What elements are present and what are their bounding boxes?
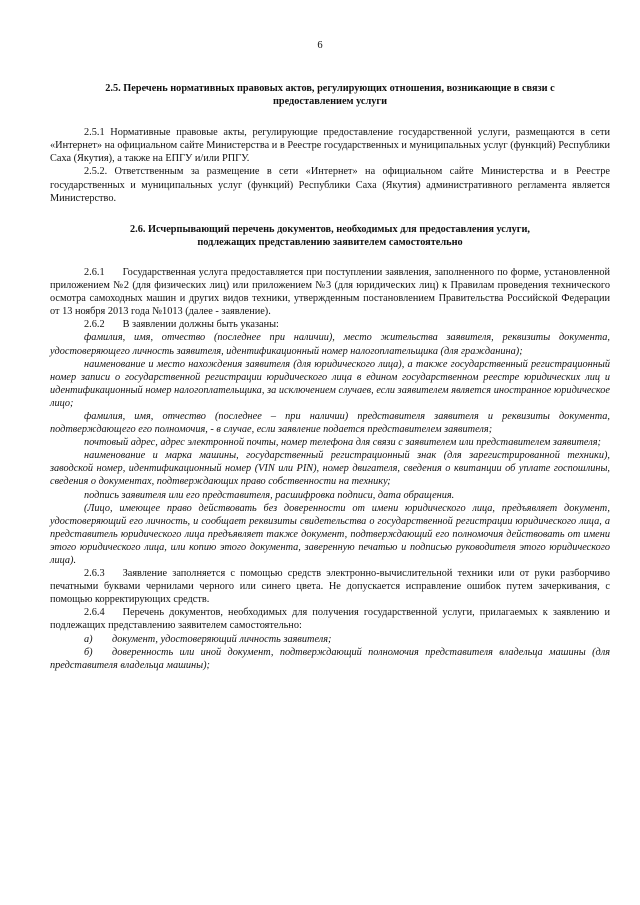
- paragraph-2-6-2-text: В заявлении должны быть указаны:: [122, 319, 279, 331]
- paragraph-2-6-2-number: 2.6.2: [84, 319, 105, 331]
- section-2-5-heading-line2: предоставлением услуги: [272, 96, 388, 108]
- list-item-b-text: доверенность или иной документ, подтверждающий полномочия представителя владельца машины (для представителя владельца машины);: [50, 646, 610, 671]
- requirement-item: фамилия, имя, отчество (последнее – при наличии) представителя заявителя и реквизиты документа, подтверждающего его полномочия, - в случае, если заявление подается представителем заявителя;: [50, 410, 610, 436]
- requirement-item-note: (Лицо, имеющее право действовать без доверенности от имени юридического лица, предъявляет документ, удостоверяющий его личность, и сообщает реквизиты свидетельства о государственной регистрации юридического лица, а представитель юридического лица предъявляет также документ, подтверждающий его полномочия действовать от имени этого юридического лица, или копию этого документа, заверенную печатью и подписью руководителя этого юридического лица).: [50, 502, 610, 566]
- requirement-item: подпись заявителя или его представителя, расшифровка подписи, дата обращения.: [84, 489, 455, 501]
- requirement-item: наименование и место нахождения заявителя (для юридического лица), а также государственный регистрационный номер записи о государственной регистрации юридического лица в едином государственном реестре юридических лиц и идентификационный номер налогоплательщика, за исключением случаев, если заявителем является иностранное юридическое лицо;: [50, 358, 610, 409]
- list-item-a-text: документ, удостоверяющий личность заявителя;: [112, 633, 332, 645]
- document-list-item-b: [50, 646, 610, 672]
- paragraph-2-6-2: [50, 318, 610, 331]
- paragraph-2-6-3-number: 2.6.3: [84, 568, 105, 580]
- requirement-item: фамилия, имя, отчество (последнее при наличии), место жительства заявителя, реквизиты документа, удостоверяющего личность заявителя, идентификационный номер налогоплательщика (для гражданина);: [50, 332, 610, 357]
- section-2-6-heading-line2: подлежащих представлению заявителем самостоятельно: [197, 236, 463, 248]
- requirement-item: наименование и марка машины, государственный регистрационный знак (для зарегистрированной техники), заводской номер, идентификационный номер (VIN или PIN), номер двигателя, сведения о квитанции об уплате госпошлины, сведения о документах, подтверждающих право собственности на технику;: [50, 450, 610, 488]
- paragraph-2-6-3: [50, 567, 610, 606]
- paragraph-2-6-4-text: Перечень документов, необходимых для получения государственной услуги, прилагаемых к заявлению и подлежащих представлению заявителем самостоятельно:: [50, 607, 610, 632]
- document-body: [50, 82, 610, 672]
- paragraph-2-6-4: [50, 606, 610, 632]
- paragraph-2-6-1-number: 2.6.1: [84, 266, 105, 278]
- page-number: 6: [317, 40, 323, 51]
- section-2-6-heading: [50, 223, 610, 249]
- paragraph-2-5-1: 2.5.1 Нормативные правовые акты, регулирующие предоставление государственной услуги, размещаются в сети «Интернет» на официальном сайте Министерства и в Реестре государственных и муниципальных услуг (функций) Республики Саха (Якутия), а также на ЕПГУ и/или РПГУ.: [50, 127, 610, 165]
- list-item-a-label: а): [84, 633, 93, 645]
- section-2-5-heading-line1: 2.5. Перечень нормативных правовых актов, регулирующих отношения, возникающие в связи с: [105, 83, 555, 94]
- section-2-5-heading: [50, 82, 610, 108]
- paragraph-2-6-3-text: Заявление заполняется с помощью средств электронно-вычислительной техники или от руки разборчиво печатными буквами чернилами черного или синего цвета. Не допускается исправление ошибок путем зачеркивания, с помощью корректирующих средств.: [50, 568, 610, 606]
- paragraph-2-6-1-text: Государственная услуга предоставляется при поступлении заявления, заполненного по форме, установленной приложением №2 (для физических лиц) или приложением №3 (для юридических лиц) к Правилам проведения технического осмотра самоходных машин и других видов техники, утвержденным постановлением Правительства Российской Федерации от 13 ноября 2013 года №1013 (далее - заявление).: [50, 266, 610, 318]
- section-2-6-heading-line1: 2.6. Исчерпывающий перечень документов, необходимых для предоставления услуги,: [130, 223, 530, 235]
- document-list-item-a: [50, 633, 610, 646]
- list-item-b-label: б): [84, 646, 93, 658]
- paragraph-2-6-1: [50, 266, 610, 318]
- requirement-item: почтовый адрес, адрес электронной почты, номер телефона для связи с заявителем или представителем заявителя;: [84, 437, 601, 449]
- paragraph-2-6-4-number: 2.6.4: [84, 607, 105, 619]
- paragraph-2-5-2: 2.5.2. Ответственным за размещение в сети «Интернет» на официальном сайте Министерства и в Реестре государственных и муниципальных услуг (функций) Республики Саха (Якутия) административного регламента является Министерство.: [50, 166, 610, 204]
